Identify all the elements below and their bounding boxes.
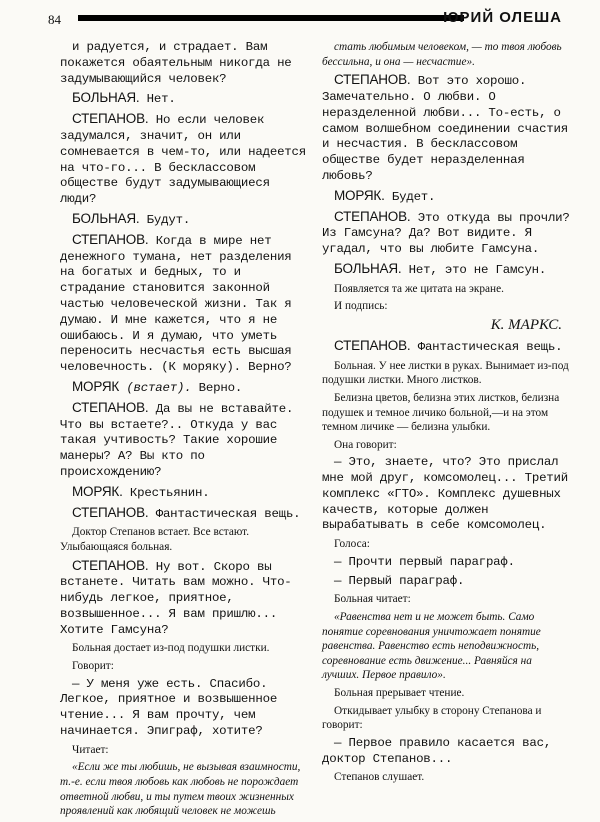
- paragraph-text: «Если же ты любишь, не вызывая взаимности, т.-е. если твоя любовь как любовь не порождает ответной любви, и ты путем твоих жизненных проявлений как любящий человек не можешь: [60, 761, 301, 818]
- paragraph-text: Фантастическая вещь.: [410, 339, 563, 354]
- right-paragraph: [322, 455, 570, 534]
- right-paragraph: [322, 72, 570, 185]
- left-column: [60, 40, 308, 822]
- speaker-name: СТЕПАНОВ.: [72, 231, 149, 247]
- right-paragraph: [322, 704, 570, 733]
- right-paragraph: [322, 40, 570, 69]
- paragraph-text: Да вы не вставайте. Что вы встаете?.. Откуда у вас такая учтивость? Такие хорошие манеры? А? Вы кто по происхождению?: [60, 401, 294, 479]
- left-paragraph: [60, 659, 308, 674]
- left-paragraph: [60, 525, 308, 554]
- paragraph-text: Больная достает из-под подушки листки.: [72, 642, 270, 655]
- paragraph-text: Крестьянин.: [122, 485, 210, 500]
- left-paragraph: [60, 211, 308, 229]
- paragraph-text: Но если человек задумался, значит, он или сомневается в чем-то, или надеется на что-го... В бесклассовом обществе будут задумывающиеся люди?: [60, 113, 307, 207]
- paragraph-text: Больная прерывает чтение.: [334, 687, 465, 700]
- speaker-name: СТЕПАНОВ.: [334, 208, 411, 224]
- right-paragraph: [322, 555, 570, 571]
- left-paragraph: [60, 484, 308, 502]
- paragraph-text: Нет.: [139, 92, 176, 107]
- right-paragraph: [322, 391, 570, 435]
- paragraph-text: Верно.: [191, 380, 243, 395]
- header-rule: [78, 15, 464, 21]
- paragraph-text: Это откуда вы прочли? Из Гамсуна? Да? Вот видите. Я угадал, что вы любите Гамсуна.: [322, 210, 570, 257]
- left-paragraph: [60, 677, 308, 740]
- left-paragraph: [60, 40, 308, 87]
- paragraph-text: Голоса:: [334, 538, 370, 551]
- paragraph-text: и радуется, и страдает. Вам покажется обаятельным никогда не задумывающийся человек?: [60, 40, 292, 86]
- left-paragraph: [60, 505, 308, 523]
- right-paragraph: [322, 209, 570, 258]
- right-paragraph: [322, 574, 570, 590]
- paragraph-text: Нет, это не Гамсун.: [401, 262, 547, 277]
- right-paragraph: [322, 299, 570, 314]
- paragraph-text: Говорит:: [72, 660, 114, 673]
- speaker-name: СТЕПАНОВ.: [72, 111, 149, 127]
- right-paragraph: [322, 610, 570, 683]
- paragraph-text: Она говорит:: [334, 438, 397, 451]
- left-paragraph: [60, 743, 308, 758]
- right-paragraph: [322, 359, 570, 388]
- paragraph-text: «Равенства нет и не может быть. Само понятие соревнования уничтожает понятие равенства. Равенство есть неподвижность, соревнование есть движение... Равняйся на лучших. Первое правило».: [322, 611, 541, 682]
- speaker-name: СТЕПАНОВ.: [334, 337, 411, 353]
- speaker-name: МОРЯК: [72, 378, 120, 394]
- paragraph-text: — Первый параграф.: [334, 573, 465, 588]
- left-paragraph: [60, 760, 308, 818]
- speaker-name: СТЕПАНОВ.: [72, 504, 149, 520]
- left-paragraph: [60, 400, 308, 481]
- left-paragraph: [60, 111, 308, 208]
- speaker-name: СТЕПАНОВ.: [72, 399, 149, 415]
- page-number: 84: [48, 12, 61, 27]
- paragraph-text: Будет.: [384, 189, 436, 204]
- paragraph-text: Будут.: [139, 212, 191, 227]
- paragraph-text: Больная читает:: [334, 593, 411, 606]
- right-paragraph: [322, 736, 570, 768]
- right-paragraph: [322, 338, 570, 356]
- paragraph-text: Больная. У нее листки в руках. Вынимает из-под подушки листки. Много листков.: [322, 359, 569, 387]
- paragraph-text: — Это, знаете, что? Это прислал мне мой друг, комсомолец... Третий комплекс «ГТО». Комплекс душевных качеств, которые должен вырабатывать в себе комсомолец.: [322, 455, 569, 533]
- speaker-name: МОРЯК.: [334, 187, 385, 203]
- paragraph-text: — Прочти первый параграф.: [334, 554, 515, 569]
- paragraph-text: Когда в мире нет денежного тумана, нет разделения на богатых и бедных, то и страдание становится законной частью человеческой жизни. Так я думаю. И мне кажется, что я не ошибаюсь. И я думаю, что уметь переносить несчастья есть высшая человечность. (К моряку). Верно?: [60, 233, 292, 375]
- right-column: [322, 40, 570, 788]
- right-paragraph: [322, 282, 570, 297]
- left-paragraph: [60, 232, 308, 376]
- paragraph-text: Появляется та же цитата на экране.: [334, 282, 504, 295]
- right-paragraph: [322, 537, 570, 552]
- speaker-name: БОЛЬНАЯ.: [334, 260, 402, 276]
- left-paragraph: [60, 379, 308, 397]
- right-paragraph: [322, 188, 570, 206]
- running-head-author: ЮРИЙ ОЛЕША: [443, 9, 562, 26]
- speaker-name: БОЛЬНАЯ.: [72, 210, 140, 226]
- paragraph-text: Ну вот. Скоро вы встанете. Читать вам можно. Что-нибудь легкое, приятное, возвышенное... Я вам пришлю... Хотите Гамсуна?: [60, 559, 292, 637]
- right-paragraph: [322, 770, 570, 785]
- left-paragraph: [60, 641, 308, 656]
- page-header: [0, 0, 600, 40]
- right-paragraph: [322, 438, 570, 453]
- speaker-name: СТЕПАНОВ.: [72, 557, 149, 573]
- stage-direction: (встает).: [119, 380, 192, 395]
- speaker-name: СТЕПАНОВ.: [334, 72, 411, 88]
- paragraph-text: Фантастическая вещь.: [148, 506, 301, 521]
- paragraph-text: Читает:: [72, 743, 109, 756]
- speaker-name: БОЛЬНАЯ.: [72, 90, 140, 106]
- speaker-name: МОРЯК.: [72, 483, 123, 499]
- paragraph-text: Степанов слушает.: [334, 771, 425, 784]
- right-paragraph: [322, 686, 570, 701]
- paragraph-text: Вот это хорошо. Замечательно. О любви. О неразделенной любви... То-есть, о самом волшебном соединении счастия и несчастия. В бесклассовом обществе будет неразделенная любовь?: [322, 74, 569, 183]
- right-paragraph: [322, 261, 570, 279]
- right-paragraph: [322, 592, 570, 607]
- right-paragraph: [322, 317, 562, 334]
- paragraph-text: И подпись:: [334, 300, 388, 313]
- paragraph-text: стать любимым человеком, — то твоя любовь бессильна, и она — несчастие».: [322, 41, 562, 68]
- paragraph-text: — У меня уже есть. Спасибо. Легкое, приятное и возвышенное чтение... Я вам прочту, чем начинается. Эпиграф, хотите?: [60, 676, 278, 739]
- left-paragraph: [60, 558, 308, 639]
- paragraph-text: К. МАРКС.: [490, 316, 562, 333]
- paragraph-text: Доктор Степанов встает. Все встают. Улыбающаяся больная.: [60, 526, 250, 553]
- paragraph-text: Откидывает улыбку в сторону Степанова и говорит:: [322, 704, 542, 732]
- paragraph-text: — Первое правило касается вас, доктор Степанов...: [322, 735, 552, 766]
- paragraph-text: Белизна цветов, белизна этих листков, белизна подушек и темное личико больной,—и на этом темном личике — белизна улыбки.: [322, 391, 560, 434]
- left-paragraph: [60, 90, 308, 108]
